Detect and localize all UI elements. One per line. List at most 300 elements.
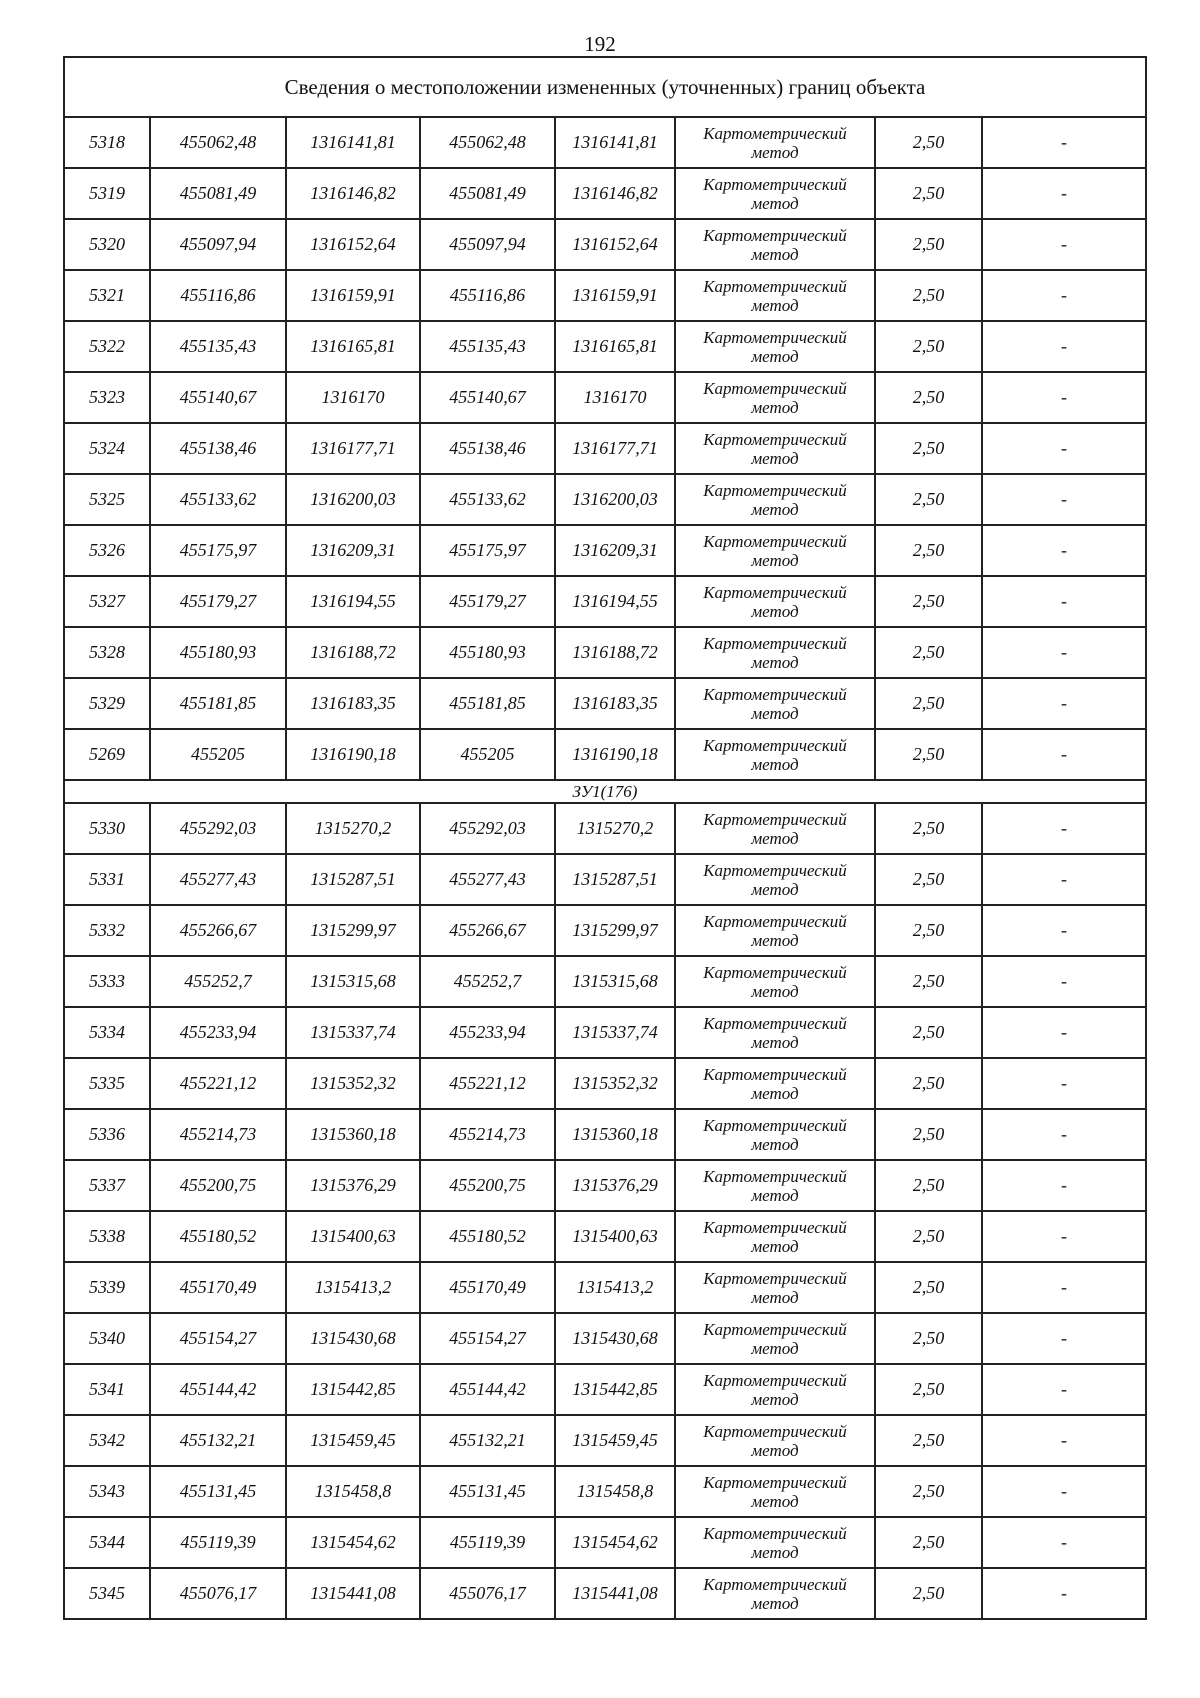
y-existing-cell: 1316159,91 — [286, 270, 420, 321]
method-cell — [675, 1160, 875, 1211]
point-number-cell: 5341 — [64, 1364, 150, 1415]
method-line-2: метод — [751, 1185, 799, 1205]
x-existing-cell: 455205 — [150, 729, 286, 780]
method-line-2: метод — [751, 754, 799, 774]
method-cell — [675, 729, 875, 780]
x-new-cell: 455119,39 — [420, 1517, 555, 1568]
y-existing-cell: 1315459,45 — [286, 1415, 420, 1466]
x-existing-cell: 455076,17 — [150, 1568, 286, 1619]
accuracy-cell: 2,50 — [875, 956, 982, 1007]
description-cell: - — [982, 1466, 1146, 1517]
description-cell: - — [982, 956, 1146, 1007]
method-line-2: метод — [751, 1440, 799, 1460]
y-new-cell: 1315441,08 — [555, 1568, 675, 1619]
y-new-cell: 1316183,35 — [555, 678, 675, 729]
method-line-1: Картометрический — [703, 1319, 847, 1339]
x-new-cell: 455133,62 — [420, 474, 555, 525]
description-cell: - — [982, 729, 1146, 780]
method-line-1: Картометрический — [703, 429, 847, 449]
x-existing-cell: 455180,93 — [150, 627, 286, 678]
description-cell: - — [982, 219, 1146, 270]
section-row — [64, 780, 1146, 803]
method-line-1: Картометрический — [703, 1268, 847, 1288]
y-new-cell: 1315454,62 — [555, 1517, 675, 1568]
x-existing-cell: 455132,21 — [150, 1415, 286, 1466]
x-new-cell: 455205 — [420, 729, 555, 780]
table-row — [64, 1262, 1146, 1313]
point-number-cell: 5335 — [64, 1058, 150, 1109]
method-cell — [675, 270, 875, 321]
x-new-cell: 455179,27 — [420, 576, 555, 627]
table-row — [64, 803, 1146, 854]
description-cell: - — [982, 321, 1146, 372]
table-header-row — [64, 57, 1146, 117]
point-number-cell: 5333 — [64, 956, 150, 1007]
x-existing-cell: 455214,73 — [150, 1109, 286, 1160]
method-line-2: метод — [751, 1287, 799, 1307]
x-new-cell: 455138,46 — [420, 423, 555, 474]
point-number-cell: 5340 — [64, 1313, 150, 1364]
x-new-cell: 455233,94 — [420, 1007, 555, 1058]
table-row — [64, 474, 1146, 525]
method-line-2: метод — [751, 193, 799, 213]
y-new-cell: 1315459,45 — [555, 1415, 675, 1466]
method-cell — [675, 1313, 875, 1364]
y-new-cell: 1315413,2 — [555, 1262, 675, 1313]
x-existing-cell: 455181,85 — [150, 678, 286, 729]
y-existing-cell: 1315441,08 — [286, 1568, 420, 1619]
x-new-cell: 455081,49 — [420, 168, 555, 219]
y-new-cell: 1316209,31 — [555, 525, 675, 576]
method-line-2: метод — [751, 1083, 799, 1103]
method-line-1: Картометрический — [703, 123, 847, 143]
method-line-2: метод — [751, 1542, 799, 1562]
description-cell: - — [982, 678, 1146, 729]
x-new-cell: 455277,43 — [420, 854, 555, 905]
y-existing-cell: 1315454,62 — [286, 1517, 420, 1568]
description-cell: - — [982, 1109, 1146, 1160]
accuracy-cell: 2,50 — [875, 1160, 982, 1211]
y-existing-cell: 1316190,18 — [286, 729, 420, 780]
method-cell — [675, 372, 875, 423]
method-cell — [675, 1568, 875, 1619]
x-existing-cell: 455133,62 — [150, 474, 286, 525]
y-new-cell: 1315315,68 — [555, 956, 675, 1007]
y-existing-cell: 1316146,82 — [286, 168, 420, 219]
accuracy-cell: 2,50 — [875, 168, 982, 219]
description-cell: - — [982, 1364, 1146, 1415]
method-line-2: метод — [751, 1134, 799, 1154]
method-line-1: Картометрический — [703, 1421, 847, 1441]
table-row — [64, 1109, 1146, 1160]
point-number-cell: 5327 — [64, 576, 150, 627]
accuracy-cell: 2,50 — [875, 525, 982, 576]
x-existing-cell: 455144,42 — [150, 1364, 286, 1415]
method-cell — [675, 1109, 875, 1160]
method-line-2: метод — [751, 652, 799, 672]
accuracy-cell: 2,50 — [875, 372, 982, 423]
accuracy-cell: 2,50 — [875, 729, 982, 780]
x-existing-cell: 455175,97 — [150, 525, 286, 576]
x-new-cell: 455116,86 — [420, 270, 555, 321]
method-cell — [675, 627, 875, 678]
accuracy-cell: 2,50 — [875, 1415, 982, 1466]
y-existing-cell: 1316177,71 — [286, 423, 420, 474]
point-number-cell: 5269 — [64, 729, 150, 780]
method-line-1: Картометрический — [703, 1064, 847, 1084]
method-line-1: Картометрический — [703, 1574, 847, 1594]
description-cell: - — [982, 1160, 1146, 1211]
accuracy-cell: 2,50 — [875, 117, 982, 168]
x-existing-cell: 455180,52 — [150, 1211, 286, 1262]
table-row — [64, 1211, 1146, 1262]
point-number-cell: 5318 — [64, 117, 150, 168]
point-number-cell: 5321 — [64, 270, 150, 321]
accuracy-cell: 2,50 — [875, 905, 982, 956]
point-number-cell: 5328 — [64, 627, 150, 678]
point-number-cell: 5342 — [64, 1415, 150, 1466]
x-existing-cell: 455154,27 — [150, 1313, 286, 1364]
y-new-cell: 1315287,51 — [555, 854, 675, 905]
point-number-cell: 5337 — [64, 1160, 150, 1211]
y-new-cell: 1316159,91 — [555, 270, 675, 321]
x-new-cell: 455180,52 — [420, 1211, 555, 1262]
x-new-cell: 455252,7 — [420, 956, 555, 1007]
x-new-cell: 455140,67 — [420, 372, 555, 423]
description-cell: - — [982, 905, 1146, 956]
accuracy-cell: 2,50 — [875, 1211, 982, 1262]
point-number-cell: 5325 — [64, 474, 150, 525]
table-row — [64, 1058, 1146, 1109]
table-row — [64, 117, 1146, 168]
method-line-2: метод — [751, 1593, 799, 1613]
x-existing-cell: 455116,86 — [150, 270, 286, 321]
method-line-2: метод — [751, 1236, 799, 1256]
method-line-2: метод — [751, 1032, 799, 1052]
x-new-cell: 455181,85 — [420, 678, 555, 729]
method-line-2: метод — [751, 1491, 799, 1511]
method-cell — [675, 423, 875, 474]
point-number-cell: 5323 — [64, 372, 150, 423]
y-new-cell: 1315360,18 — [555, 1109, 675, 1160]
x-existing-cell: 455097,94 — [150, 219, 286, 270]
method-line-1: Картометрический — [703, 327, 847, 347]
table-row — [64, 168, 1146, 219]
method-line-2: метод — [751, 142, 799, 162]
y-new-cell: 1315352,32 — [555, 1058, 675, 1109]
y-new-cell: 1316146,82 — [555, 168, 675, 219]
y-new-cell: 1316194,55 — [555, 576, 675, 627]
method-line-1: Картометрический — [703, 735, 847, 755]
y-existing-cell: 1315413,2 — [286, 1262, 420, 1313]
y-existing-cell: 1315287,51 — [286, 854, 420, 905]
accuracy-cell: 2,50 — [875, 1058, 982, 1109]
point-number-cell: 5322 — [64, 321, 150, 372]
x-existing-cell: 455233,94 — [150, 1007, 286, 1058]
x-new-cell: 455062,48 — [420, 117, 555, 168]
method-cell — [675, 905, 875, 956]
y-new-cell: 1315270,2 — [555, 803, 675, 854]
point-number-cell: 5320 — [64, 219, 150, 270]
y-existing-cell: 1315442,85 — [286, 1364, 420, 1415]
method-line-1: Картометрический — [703, 225, 847, 245]
x-new-cell: 455180,93 — [420, 627, 555, 678]
method-cell — [675, 219, 875, 270]
table-row — [64, 905, 1146, 956]
y-new-cell: 1315337,74 — [555, 1007, 675, 1058]
method-cell — [675, 1466, 875, 1517]
method-cell — [675, 1262, 875, 1313]
x-existing-cell: 455119,39 — [150, 1517, 286, 1568]
method-line-2: метод — [751, 244, 799, 264]
method-line-2: метод — [751, 981, 799, 1001]
method-cell — [675, 1007, 875, 1058]
method-line-1: Картометрический — [703, 1115, 847, 1135]
y-new-cell: 1315458,8 — [555, 1466, 675, 1517]
method-cell — [675, 854, 875, 905]
description-cell: - — [982, 1211, 1146, 1262]
method-line-2: метод — [751, 703, 799, 723]
y-existing-cell: 1315270,2 — [286, 803, 420, 854]
table-row — [64, 678, 1146, 729]
description-cell: - — [982, 1568, 1146, 1619]
y-existing-cell: 1316141,81 — [286, 117, 420, 168]
description-cell: - — [982, 1313, 1146, 1364]
table-row — [64, 1007, 1146, 1058]
x-new-cell: 455214,73 — [420, 1109, 555, 1160]
accuracy-cell: 2,50 — [875, 1568, 982, 1619]
y-existing-cell: 1315337,74 — [286, 1007, 420, 1058]
y-existing-cell: 1316209,31 — [286, 525, 420, 576]
x-new-cell: 455076,17 — [420, 1568, 555, 1619]
y-new-cell: 1316165,81 — [555, 321, 675, 372]
y-new-cell: 1316177,71 — [555, 423, 675, 474]
method-line-1: Картометрический — [703, 684, 847, 704]
accuracy-cell: 2,50 — [875, 1313, 982, 1364]
method-cell — [675, 678, 875, 729]
y-existing-cell: 1315376,29 — [286, 1160, 420, 1211]
method-cell — [675, 168, 875, 219]
method-line-2: метод — [751, 601, 799, 621]
method-line-1: Картометрический — [703, 582, 847, 602]
description-cell: - — [982, 1262, 1146, 1313]
accuracy-cell: 2,50 — [875, 219, 982, 270]
y-existing-cell: 1315315,68 — [286, 956, 420, 1007]
y-existing-cell: 1315352,32 — [286, 1058, 420, 1109]
method-line-1: Картометрический — [703, 480, 847, 500]
table-row — [64, 1364, 1146, 1415]
x-existing-cell: 455252,7 — [150, 956, 286, 1007]
y-existing-cell: 1315458,8 — [286, 1466, 420, 1517]
y-existing-cell: 1315360,18 — [286, 1109, 420, 1160]
method-line-1: Картометрический — [703, 1370, 847, 1390]
description-cell: - — [982, 168, 1146, 219]
y-new-cell: 1316170 — [555, 372, 675, 423]
method-line-2: метод — [751, 448, 799, 468]
method-line-1: Картометрический — [703, 276, 847, 296]
method-line-1: Картометрический — [703, 633, 847, 653]
method-cell — [675, 321, 875, 372]
method-line-2: метод — [751, 550, 799, 570]
method-line-2: метод — [751, 828, 799, 848]
x-new-cell: 455170,49 — [420, 1262, 555, 1313]
method-line-1: Картометрический — [703, 1013, 847, 1033]
description-cell: - — [982, 1058, 1146, 1109]
y-new-cell: 1315442,85 — [555, 1364, 675, 1415]
description-cell: - — [982, 270, 1146, 321]
accuracy-cell: 2,50 — [875, 1007, 982, 1058]
method-line-2: метод — [751, 930, 799, 950]
method-cell — [675, 956, 875, 1007]
table-row — [64, 1568, 1146, 1619]
point-number-cell: 5343 — [64, 1466, 150, 1517]
description-cell: - — [982, 854, 1146, 905]
method-line-2: метод — [751, 1389, 799, 1409]
y-new-cell: 1316141,81 — [555, 117, 675, 168]
accuracy-cell: 2,50 — [875, 576, 982, 627]
section-label: ЗУ1(176) — [64, 780, 1146, 803]
y-existing-cell: 1316194,55 — [286, 576, 420, 627]
method-cell — [675, 576, 875, 627]
point-number-cell: 5339 — [64, 1262, 150, 1313]
method-line-1: Картометрический — [703, 531, 847, 551]
y-existing-cell: 1315430,68 — [286, 1313, 420, 1364]
x-existing-cell: 455179,27 — [150, 576, 286, 627]
method-cell — [675, 1364, 875, 1415]
y-new-cell: 1315400,63 — [555, 1211, 675, 1262]
page-number: 192 — [584, 32, 616, 56]
y-new-cell: 1315430,68 — [555, 1313, 675, 1364]
method-line-1: Картометрический — [703, 809, 847, 829]
method-line-2: метод — [751, 879, 799, 899]
point-number-cell: 5332 — [64, 905, 150, 956]
description-cell: - — [982, 525, 1146, 576]
y-new-cell: 1315299,97 — [555, 905, 675, 956]
description-cell: - — [982, 1517, 1146, 1568]
point-number-cell: 5331 — [64, 854, 150, 905]
y-existing-cell: 1315400,63 — [286, 1211, 420, 1262]
description-cell: - — [982, 1007, 1146, 1058]
table-row — [64, 423, 1146, 474]
table-row — [64, 729, 1146, 780]
description-cell: - — [982, 423, 1146, 474]
x-new-cell: 455221,12 — [420, 1058, 555, 1109]
x-existing-cell: 455200,75 — [150, 1160, 286, 1211]
method-line-1: Картометрический — [703, 1472, 847, 1492]
x-existing-cell: 455138,46 — [150, 423, 286, 474]
method-line-2: метод — [751, 397, 799, 417]
table-body — [64, 57, 1146, 1619]
x-existing-cell: 455140,67 — [150, 372, 286, 423]
method-line-1: Картометрический — [703, 378, 847, 398]
x-existing-cell: 455135,43 — [150, 321, 286, 372]
table-row — [64, 1517, 1146, 1568]
x-new-cell: 455200,75 — [420, 1160, 555, 1211]
y-existing-cell: 1316183,35 — [286, 678, 420, 729]
method-line-1: Картометрический — [703, 1523, 847, 1543]
method-line-1: Картометрический — [703, 911, 847, 931]
x-existing-cell: 455081,49 — [150, 168, 286, 219]
method-line-1: Картометрический — [703, 962, 847, 982]
accuracy-cell: 2,50 — [875, 854, 982, 905]
point-number-cell: 5329 — [64, 678, 150, 729]
method-line-2: метод — [751, 499, 799, 519]
description-cell: - — [982, 474, 1146, 525]
x-existing-cell: 455221,12 — [150, 1058, 286, 1109]
accuracy-cell: 2,50 — [875, 627, 982, 678]
method-cell — [675, 1058, 875, 1109]
table-row — [64, 1466, 1146, 1517]
x-new-cell: 455175,97 — [420, 525, 555, 576]
description-cell: - — [982, 803, 1146, 854]
accuracy-cell: 2,50 — [875, 270, 982, 321]
table-row — [64, 525, 1146, 576]
table-row — [64, 627, 1146, 678]
accuracy-cell: 2,50 — [875, 423, 982, 474]
accuracy-cell: 2,50 — [875, 474, 982, 525]
table-row — [64, 1160, 1146, 1211]
point-number-cell: 5330 — [64, 803, 150, 854]
table-row — [64, 219, 1146, 270]
x-existing-cell: 455277,43 — [150, 854, 286, 905]
y-new-cell: 1316152,64 — [555, 219, 675, 270]
y-existing-cell: 1316165,81 — [286, 321, 420, 372]
x-existing-cell: 455131,45 — [150, 1466, 286, 1517]
x-new-cell: 455292,03 — [420, 803, 555, 854]
x-new-cell: 455154,27 — [420, 1313, 555, 1364]
table-row — [64, 1415, 1146, 1466]
table-row — [64, 372, 1146, 423]
table-row — [64, 270, 1146, 321]
x-new-cell: 455132,21 — [420, 1415, 555, 1466]
table-row — [64, 1313, 1146, 1364]
table-row — [64, 956, 1146, 1007]
point-number-cell: 5338 — [64, 1211, 150, 1262]
y-existing-cell: 1316170 — [286, 372, 420, 423]
description-cell: - — [982, 372, 1146, 423]
method-cell — [675, 525, 875, 576]
y-new-cell: 1315376,29 — [555, 1160, 675, 1211]
table-row — [64, 854, 1146, 905]
x-new-cell: 455131,45 — [420, 1466, 555, 1517]
method-line-2: метод — [751, 295, 799, 315]
method-line-2: метод — [751, 1338, 799, 1358]
y-existing-cell: 1316152,64 — [286, 219, 420, 270]
method-line-1: Картометрический — [703, 1166, 847, 1186]
point-number-cell: 5324 — [64, 423, 150, 474]
method-line-1: Картометрический — [703, 174, 847, 194]
method-line-2: метод — [751, 346, 799, 366]
method-cell — [675, 803, 875, 854]
accuracy-cell: 2,50 — [875, 1262, 982, 1313]
y-new-cell: 1316200,03 — [555, 474, 675, 525]
y-new-cell: 1316190,18 — [555, 729, 675, 780]
method-cell — [675, 117, 875, 168]
method-cell — [675, 1211, 875, 1262]
x-existing-cell: 455292,03 — [150, 803, 286, 854]
point-number-cell: 5326 — [64, 525, 150, 576]
method-cell — [675, 1415, 875, 1466]
table-row — [64, 576, 1146, 627]
x-existing-cell: 455062,48 — [150, 117, 286, 168]
x-new-cell: 455097,94 — [420, 219, 555, 270]
method-line-1: Картометрический — [703, 860, 847, 880]
y-existing-cell: 1316200,03 — [286, 474, 420, 525]
point-number-cell: 5336 — [64, 1109, 150, 1160]
table-row — [64, 321, 1146, 372]
point-number-cell: 5334 — [64, 1007, 150, 1058]
point-number-cell: 5345 — [64, 1568, 150, 1619]
